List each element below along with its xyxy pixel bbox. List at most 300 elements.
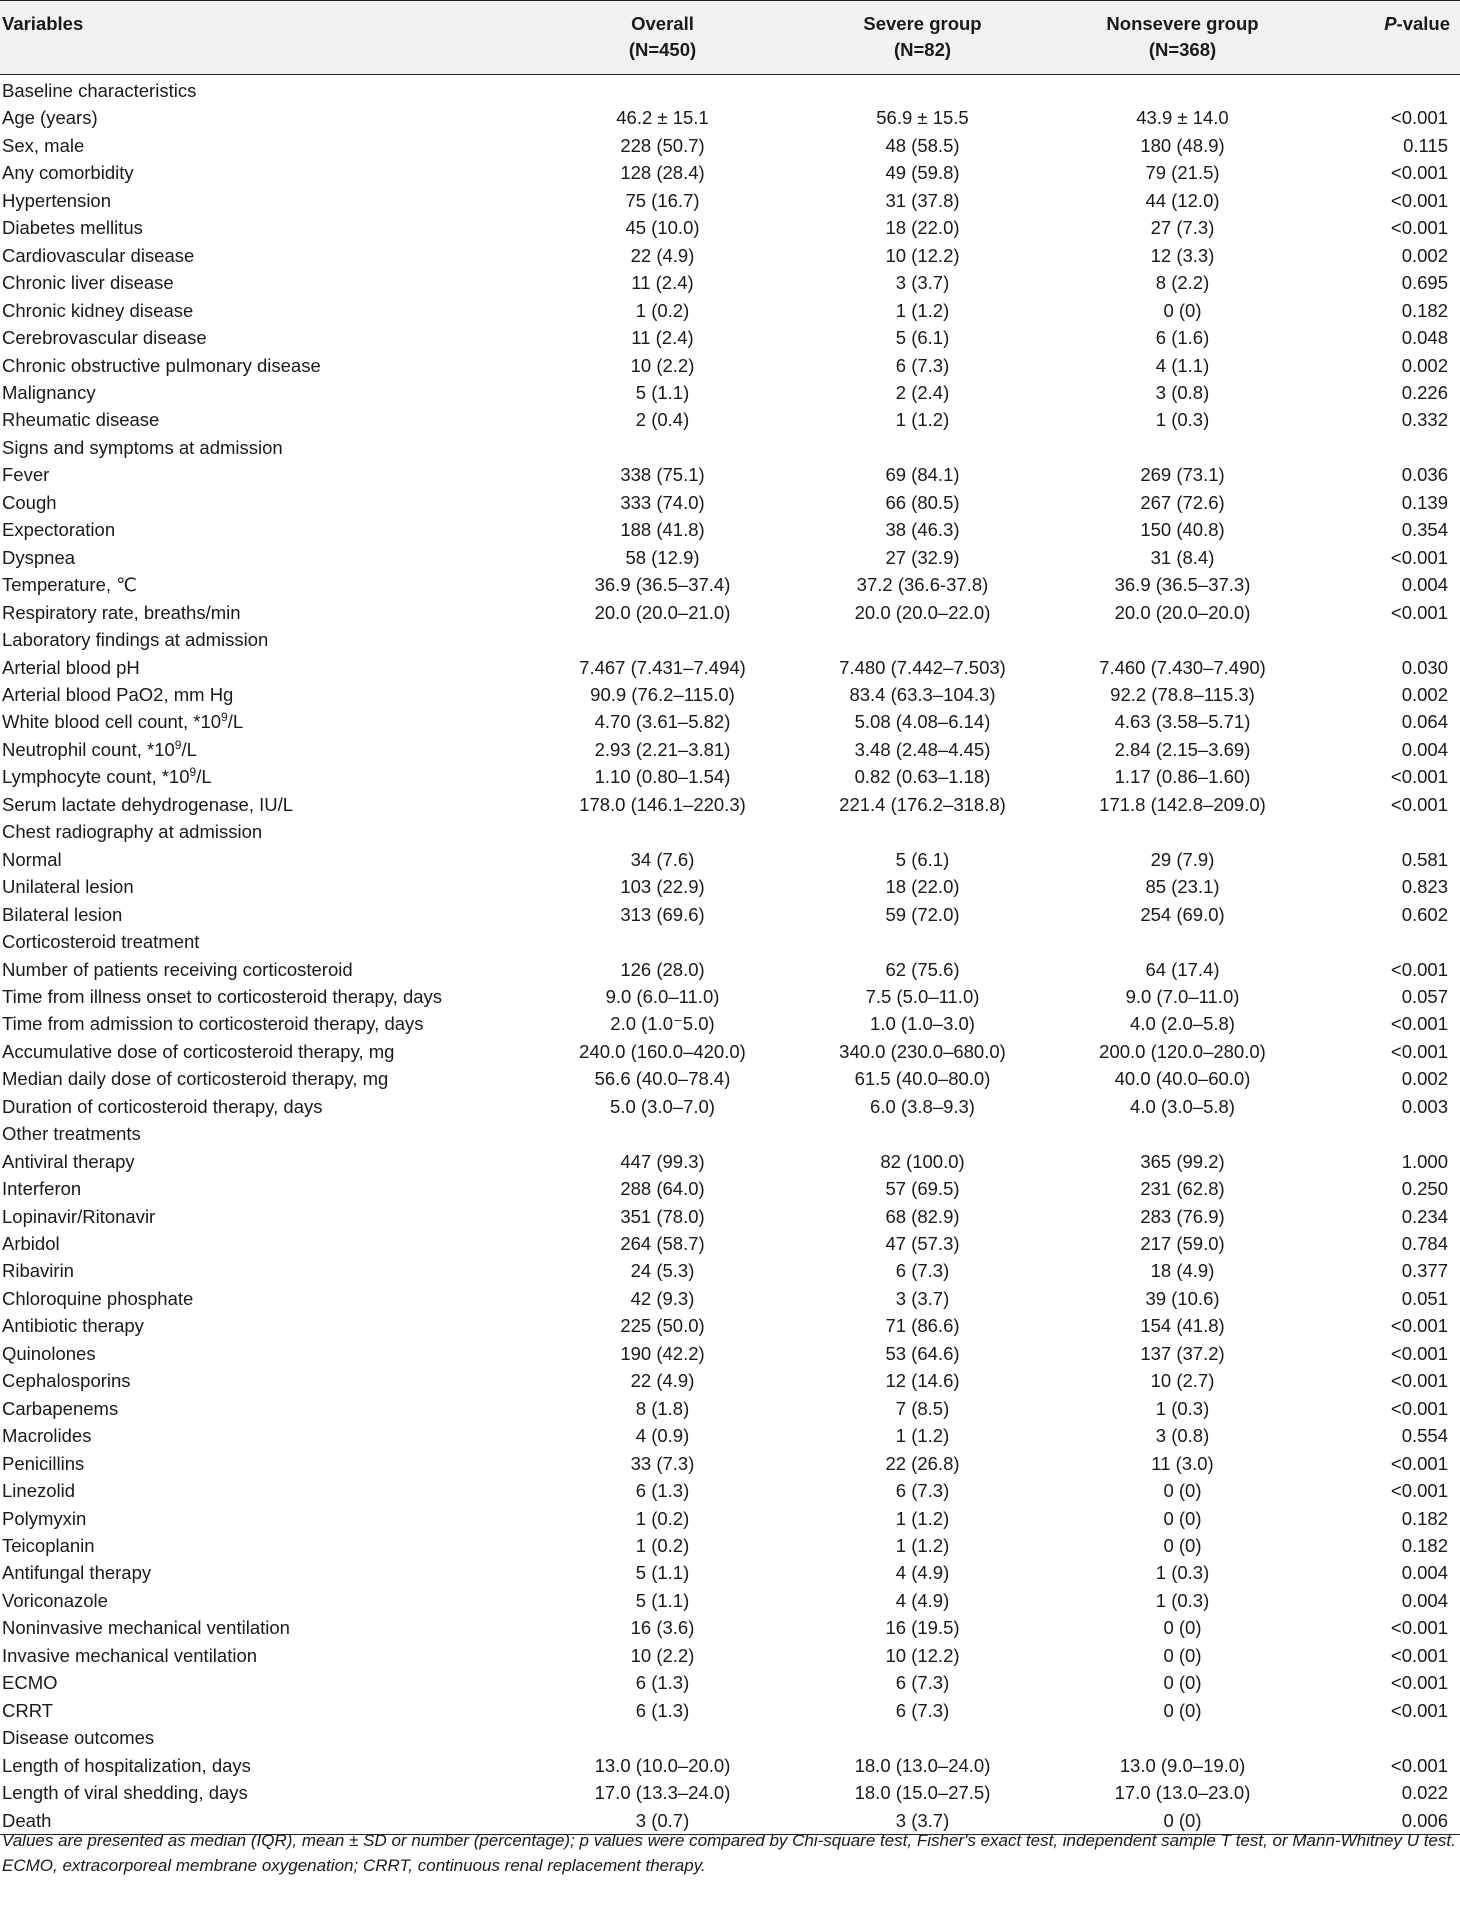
row-variable-label: Antibiotic therapy — [2, 1315, 144, 1337]
table-body — [0, 75, 1460, 1835]
cell-overall: 1 (0.2) — [635, 1507, 690, 1529]
cell-nonsevere: 7.460 (7.430–7.490) — [1099, 656, 1266, 678]
table-row — [0, 571, 1460, 598]
cell-severe: 4 (4.9) — [895, 1562, 950, 1584]
table-row — [0, 1450, 1460, 1477]
table-row — [0, 1395, 1460, 1422]
cell-overall: 90.9 (76.2–115.0) — [590, 683, 735, 705]
cell-p-value: 0.002 — [1401, 1068, 1448, 1090]
row-variable-label: Temperature, ℃ — [2, 574, 137, 596]
row-variable-label: Median daily dose of corticosteroid therapy, mg — [2, 1068, 389, 1090]
cell-p-value: 0.004 — [1401, 1562, 1448, 1584]
cell-severe: 1 (1.2) — [895, 299, 950, 321]
cell-overall: 2.0 (1.0⁻5.0) — [610, 1013, 715, 1035]
table-row — [0, 1669, 1460, 1696]
cell-severe: 5 (6.1) — [895, 327, 950, 349]
row-variable-label: Fever — [2, 464, 50, 486]
cell-p-value: 0.115 — [1403, 134, 1448, 156]
row-variable-label: Rheumatic disease — [2, 409, 160, 431]
cell-p-value: 0.064 — [1401, 711, 1448, 733]
section-header-row — [0, 626, 1460, 653]
table-row — [0, 956, 1460, 983]
header-severe-label: Severe group — [863, 13, 982, 34]
cell-p-value: <0.001 — [1390, 546, 1448, 568]
cell-overall: 1.10 (0.80–1.54) — [594, 766, 731, 788]
row-variable-label: Arterial blood pH — [2, 656, 140, 678]
table-row — [0, 1230, 1460, 1257]
row-variable-label: Unilateral lesion — [2, 876, 134, 898]
cell-overall: 11 (2.4) — [631, 327, 694, 349]
cell-severe: 69 (84.1) — [885, 464, 960, 486]
section-title: Laboratory findings at admission — [2, 629, 269, 651]
cell-overall: 11 (2.4) — [631, 272, 694, 294]
row-variable-label: Time from illness onset to corticosteroid therapy, days — [2, 985, 443, 1007]
cell-nonsevere: 200.0 (120.0–280.0) — [1099, 1040, 1266, 1062]
cell-nonsevere: 29 (7.9) — [1150, 848, 1215, 870]
cell-severe: 20.0 (20.0–22.0) — [854, 601, 991, 623]
cell-p-value: <0.001 — [1390, 793, 1448, 815]
cell-severe: 6 (7.3) — [895, 1672, 950, 1694]
cell-nonsevere: 267 (72.6) — [1140, 491, 1225, 513]
row-variable-label: Invasive mechanical ventilation — [2, 1644, 258, 1666]
cell-nonsevere: 0 (0) — [1163, 1617, 1202, 1639]
header-variables: Variables — [0, 1, 535, 75]
cell-nonsevere: 180 (48.9) — [1140, 134, 1225, 156]
cell-p-value: 0.036 — [1401, 464, 1448, 486]
header-overall-n: (N=450) — [628, 39, 697, 60]
row-variable-label: Hypertension — [2, 189, 112, 211]
cell-overall: 447 (99.3) — [620, 1150, 705, 1172]
table-row — [0, 1203, 1460, 1230]
row-variable-label: Voriconazole — [2, 1589, 108, 1611]
cell-overall: 5 (1.1) — [635, 1589, 690, 1611]
cell-nonsevere: 64 (17.4) — [1145, 958, 1220, 980]
section-title: Signs and symptoms at admission — [2, 436, 283, 458]
cell-severe: 2 (2.4) — [895, 381, 950, 403]
cell-nonsevere: 44 (12.0) — [1145, 189, 1220, 211]
cell-p-value: 0.002 — [1401, 244, 1448, 266]
cell-overall: 17.0 (13.3–24.0) — [594, 1782, 731, 1804]
cell-severe: 7.480 (7.442–7.503) — [839, 656, 1006, 678]
row-variable-label: Neutrophil count, $*10^9/L$ — [2, 737, 197, 760]
cell-overall: 190 (42.2) — [620, 1342, 705, 1364]
cell-severe: 18 (22.0) — [885, 217, 960, 239]
section-header-row — [0, 434, 1460, 461]
cell-p-value: 0.048 — [1401, 327, 1448, 349]
cell-severe: 7 (8.5) — [895, 1397, 950, 1419]
cell-overall: 228 (50.7) — [620, 134, 705, 156]
cell-nonsevere: 1.17 (0.86–1.60) — [1114, 766, 1251, 788]
row-variable-label: Noninvasive mechanical ventilation — [2, 1617, 290, 1639]
cell-severe: 18.0 (15.0–27.5) — [854, 1782, 991, 1804]
table-row — [0, 489, 1460, 516]
footnote-abbreviations-terms: ECMO, extracorporeal membrane oxygenation; CRRT, continuous renal replacement therapy. — [2, 1856, 706, 1875]
row-variable-label: Duration of corticosteroid therapy, days — [2, 1095, 323, 1117]
cell-overall: 333 (74.0) — [620, 491, 705, 513]
table-row — [0, 1422, 1460, 1449]
cell-nonsevere: 20.0 (20.0–20.0) — [1114, 601, 1251, 623]
row-variable-label: Arbidol — [2, 1233, 60, 1255]
cell-overall: 8 (1.8) — [635, 1397, 690, 1419]
row-variable-label: Malignancy — [2, 381, 96, 403]
cell-p-value: <0.001 — [1390, 162, 1448, 184]
cell-p-value: <0.001 — [1390, 107, 1448, 129]
table-row — [0, 352, 1460, 379]
cell-severe: 1 (1.2) — [895, 1425, 950, 1447]
cell-overall: 46.2 ± 15.1 — [616, 107, 709, 129]
table-row — [0, 297, 1460, 324]
cell-severe: 6.0 (3.8–9.3) — [870, 1095, 975, 1117]
cell-nonsevere: 1 (0.3) — [1155, 1589, 1210, 1611]
row-variable-label: Chronic obstructive pulmonary disease — [2, 354, 321, 376]
cell-severe: 5 (6.1) — [895, 848, 950, 870]
cell-nonsevere: 1 (0.3) — [1155, 409, 1210, 431]
cell-severe: 27 (32.9) — [885, 546, 960, 568]
table-row — [0, 1697, 1460, 1724]
cell-overall: 6 (1.3) — [635, 1699, 690, 1721]
cell-p-value: 0.354 — [1401, 519, 1448, 541]
cell-nonsevere: 18 (4.9) — [1150, 1260, 1215, 1282]
cell-nonsevere: 1 (0.3) — [1155, 1397, 1210, 1419]
table-row — [0, 1038, 1460, 1065]
cell-p-value: 0.182 — [1401, 1535, 1448, 1557]
row-variable-label: Antifungal therapy — [2, 1562, 152, 1584]
cell-p-value: <0.001 — [1390, 1397, 1448, 1419]
table-row — [0, 1642, 1460, 1669]
row-variable-label: White blood cell count, $*10^9/L$ — [2, 710, 244, 733]
row-variable-label: Bilateral lesion — [2, 903, 123, 925]
cell-p-value: <0.001 — [1390, 1754, 1448, 1776]
cell-nonsevere: 9.0 (7.0–11.0) — [1125, 985, 1240, 1007]
cell-severe: 4 (4.9) — [895, 1589, 950, 1611]
cell-overall: 4 (0.9) — [635, 1425, 690, 1447]
table-row — [0, 1148, 1460, 1175]
cell-nonsevere: 12 (3.3) — [1150, 244, 1215, 266]
row-variable-label: Accumulative dose of corticosteroid therapy, mg — [2, 1040, 395, 1062]
cell-overall: 313 (69.6) — [620, 903, 705, 925]
header-severe — [790, 1, 1055, 75]
cell-severe: 82 (100.0) — [880, 1150, 965, 1172]
table-row — [0, 104, 1460, 131]
cell-p-value: 0.139 — [1401, 491, 1448, 513]
cell-nonsevere: 4.63 (3.58–5.71) — [1114, 711, 1251, 733]
cell-nonsevere: 269 (73.1) — [1140, 464, 1225, 486]
cell-overall: 58 (12.9) — [625, 546, 700, 568]
cell-p-value: <0.001 — [1390, 601, 1448, 623]
cell-overall: 22 (4.9) — [630, 244, 695, 266]
cell-overall: 2.93 (2.21–3.81) — [594, 738, 731, 760]
cell-severe: 83.4 (63.3–104.3) — [849, 683, 996, 705]
cell-severe: 18 (22.0) — [885, 876, 960, 898]
header-nonsevere-n: (N=368) — [1148, 39, 1217, 60]
cell-severe: 62 (75.6) — [885, 958, 960, 980]
table-row — [0, 1779, 1460, 1806]
table-row — [0, 1065, 1460, 1092]
row-variable-label: Time from admission to corticosteroid therapy, days — [2, 1013, 424, 1035]
header-row — [0, 1, 1460, 75]
cell-nonsevere: 283 (76.9) — [1140, 1205, 1225, 1227]
row-variable-label: Linezolid — [2, 1480, 76, 1502]
section-header-row — [0, 75, 1460, 105]
table-row — [0, 1505, 1460, 1532]
cell-severe: 38 (46.3) — [885, 519, 960, 541]
cell-severe: 16 (19.5) — [885, 1617, 960, 1639]
cell-p-value: 0.226 — [1401, 381, 1448, 403]
cell-severe: 49 (59.8) — [885, 162, 960, 184]
cell-nonsevere: 92.2 (78.8–115.3) — [1110, 683, 1255, 705]
row-variable-label: Cerebrovascular disease — [2, 327, 207, 349]
cell-severe: 22 (26.8) — [885, 1452, 960, 1474]
table-row — [0, 1175, 1460, 1202]
header-severe-n: (N=82) — [893, 39, 952, 60]
row-variable-label: Chronic liver disease — [2, 272, 174, 294]
cell-nonsevere: 6 (1.6) — [1155, 327, 1210, 349]
table-row — [0, 461, 1460, 488]
cell-p-value: 0.602 — [1401, 903, 1448, 925]
cell-p-value: 0.234 — [1401, 1205, 1448, 1227]
row-variable-label: Chloroquine phosphate — [2, 1287, 194, 1309]
row-variable-label: Macrolides — [2, 1425, 92, 1447]
cell-severe: 56.9 ± 15.5 — [876, 107, 969, 129]
cell-severe: 6 (7.3) — [895, 1260, 950, 1282]
cell-overall: 75 (16.7) — [625, 189, 700, 211]
cell-p-value: <0.001 — [1390, 1370, 1448, 1392]
cell-p-value: 0.002 — [1401, 683, 1448, 705]
cell-overall: 188 (41.8) — [620, 519, 705, 541]
table-row — [0, 1614, 1460, 1641]
table-row — [0, 1285, 1460, 1312]
cell-p-value: 0.004 — [1401, 1589, 1448, 1611]
section-header-row — [0, 1120, 1460, 1147]
cell-p-value: 0.695 — [1401, 272, 1448, 294]
cell-overall: 7.467 (7.431–7.494) — [579, 656, 746, 678]
cell-overall: 351 (78.0) — [620, 1205, 705, 1227]
cell-nonsevere: 231 (62.8) — [1140, 1178, 1225, 1200]
cell-severe: 340.0 (230.0–680.0) — [839, 1040, 1006, 1062]
cell-overall: 56.6 (40.0–78.4) — [594, 1068, 731, 1090]
table-row — [0, 1312, 1460, 1339]
cell-overall: 6 (1.3) — [635, 1480, 690, 1502]
cell-overall: 288 (64.0) — [620, 1178, 705, 1200]
cell-p-value: <0.001 — [1390, 189, 1448, 211]
cell-nonsevere: 4.0 (3.0–5.8) — [1130, 1095, 1235, 1117]
table-footnotes — [2, 1828, 1458, 1878]
cell-overall: 33 (7.3) — [630, 1452, 695, 1474]
table-row — [0, 1752, 1460, 1779]
cell-p-value: 0.006 — [1310, 1807, 1460, 1835]
table-row — [0, 159, 1460, 186]
cell-severe: 10 (12.2) — [885, 1644, 960, 1666]
cell-nonsevere: 0 (0) — [1163, 1480, 1202, 1502]
cell-severe: 0.82 (0.63–1.18) — [854, 766, 991, 788]
section-header-row — [0, 1724, 1460, 1751]
table-row — [0, 983, 1460, 1010]
cell-p-value: 0.182 — [1401, 299, 1448, 321]
table-row — [0, 901, 1460, 928]
cell-overall: 1 (0.2) — [635, 299, 690, 321]
cell-severe: 3 (3.7) — [790, 1807, 1055, 1835]
cell-severe: 3 (3.7) — [895, 1287, 950, 1309]
table-row — [0, 379, 1460, 406]
footnote-abbreviations-values: Values are presented as median (IQR), mean ± SD or number (percentage); p values were compared by Chi-square test, Fisher's exact test, independent sample T test, or Mann-Whitney U test. — [2, 1831, 1456, 1850]
cell-p-value: <0.001 — [1390, 1617, 1448, 1639]
row-variable-label: Diabetes mellitus — [2, 217, 143, 239]
cell-overall: 5 (1.1) — [635, 1562, 690, 1584]
cell-overall: 24 (5.3) — [630, 1260, 695, 1282]
row-variable-label: Respiratory rate, breaths/min — [2, 601, 241, 623]
cell-p-value: 0.377 — [1401, 1260, 1448, 1282]
table-row — [0, 516, 1460, 543]
cell-p-value: <0.001 — [1390, 1452, 1448, 1474]
section-title: Chest radiography at admission — [2, 821, 263, 843]
cell-overall: 103 (22.9) — [620, 876, 705, 898]
table-row — [0, 791, 1460, 818]
cell-severe: 6 (7.3) — [895, 1480, 950, 1502]
cell-severe: 47 (57.3) — [885, 1233, 960, 1255]
cell-severe: 12 (14.6) — [885, 1370, 960, 1392]
table-row — [0, 187, 1460, 214]
section-header-row — [0, 818, 1460, 845]
table-row — [0, 1532, 1460, 1559]
cell-nonsevere: 0 (0) — [1055, 1807, 1310, 1835]
cell-overall: 22 (4.9) — [630, 1370, 695, 1392]
table-row — [0, 214, 1460, 241]
cell-overall: 2 (0.4) — [635, 409, 690, 431]
table-row — [0, 846, 1460, 873]
table-row — [0, 544, 1460, 571]
table-row — [0, 708, 1460, 735]
cell-p-value: <0.001 — [1390, 766, 1448, 788]
cell-severe: 18.0 (13.0–24.0) — [854, 1754, 991, 1776]
cell-p-value: <0.001 — [1390, 1315, 1448, 1337]
row-variable-label: Quinolones — [2, 1342, 96, 1364]
cell-p-value: <0.001 — [1390, 1040, 1448, 1062]
row-variable-label: Number of patients receiving corticosteroid — [2, 958, 353, 980]
row-variable-label: Cough — [2, 491, 57, 513]
row-variable-label: Length of viral shedding, days — [2, 1782, 248, 1804]
cell-nonsevere: 10 (2.7) — [1150, 1370, 1215, 1392]
cell-severe: 53 (64.6) — [885, 1342, 960, 1364]
cell-severe: 3 (3.7) — [895, 272, 950, 294]
row-variable-label: Expectoration — [2, 519, 116, 541]
header-overall-label: Overall — [631, 13, 694, 34]
cell-nonsevere: 13.0 (9.0–19.0) — [1119, 1754, 1246, 1776]
cell-nonsevere: 171.8 (142.8–209.0) — [1099, 793, 1266, 815]
cell-nonsevere: 150 (40.8) — [1140, 519, 1225, 541]
cell-severe: 31 (37.8) — [885, 189, 960, 211]
cell-overall: 3 (0.7) — [535, 1807, 790, 1835]
cell-p-value: 1.000 — [1401, 1150, 1448, 1172]
cell-p-value: 0.022 — [1401, 1782, 1448, 1804]
cell-severe: 37.2 (36.6-37.8) — [856, 574, 989, 596]
cell-nonsevere: 0 (0) — [1163, 1699, 1202, 1721]
cell-nonsevere: 0 (0) — [1163, 1535, 1202, 1557]
cell-overall: 45 (10.0) — [625, 217, 700, 239]
cell-overall: 240.0 (160.0–420.0) — [579, 1040, 746, 1062]
row-variable-label: Lopinavir/Ritonavir — [2, 1205, 156, 1227]
cell-severe: 48 (58.5) — [885, 134, 960, 156]
cell-severe: 1 (1.2) — [895, 409, 950, 431]
cell-severe: 71 (86.6) — [885, 1315, 960, 1337]
table-row — [0, 599, 1460, 626]
table-row — [0, 1367, 1460, 1394]
section-title: Corticosteroid treatment — [2, 931, 200, 953]
cell-nonsevere: 217 (59.0) — [1140, 1233, 1225, 1255]
cell-severe: 7.5 (5.0–11.0) — [865, 985, 980, 1007]
cell-severe: 1 (1.2) — [895, 1507, 950, 1529]
cell-p-value: 0.581 — [1401, 848, 1448, 870]
cell-nonsevere: 3 (0.8) — [1155, 1425, 1210, 1447]
cell-p-value: 0.030 — [1401, 656, 1448, 678]
cell-nonsevere: 27 (7.3) — [1150, 217, 1215, 239]
table-row — [0, 873, 1460, 900]
row-variable-label: CRRT — [2, 1699, 54, 1721]
cell-p-value: 0.002 — [1401, 354, 1448, 376]
cell-p-value: <0.001 — [1390, 1480, 1448, 1502]
cell-p-value: 0.554 — [1401, 1425, 1448, 1447]
table-row — [0, 406, 1460, 433]
cell-nonsevere: 0 (0) — [1163, 1644, 1202, 1666]
cell-overall: 5.0 (3.0–7.0) — [610, 1095, 715, 1117]
row-variable-label: Teicoplanin — [2, 1535, 95, 1557]
row-variable-label: Carbapenems — [2, 1397, 119, 1419]
cell-p-value: <0.001 — [1390, 1342, 1448, 1364]
cell-nonsevere: 43.9 ± 14.0 — [1136, 107, 1229, 129]
cell-nonsevere: 4 (1.1) — [1155, 354, 1210, 376]
row-variable-label: Ribavirin — [2, 1260, 74, 1282]
cell-p-value: 0.003 — [1401, 1095, 1448, 1117]
cell-p-value: 0.784 — [1401, 1233, 1448, 1255]
cell-nonsevere: 154 (41.8) — [1140, 1315, 1225, 1337]
cell-p-value: 0.004 — [1401, 738, 1448, 760]
cell-overall: 178.0 (146.1–220.3) — [579, 793, 746, 815]
table-row — [0, 1587, 1460, 1614]
table-row — [0, 654, 1460, 681]
cell-nonsevere: 11 (3.0) — [1151, 1452, 1214, 1474]
row-variable-label: Cardiovascular disease — [2, 244, 195, 266]
row-variable-label: Polymyxin — [2, 1507, 87, 1529]
cell-p-value: <0.001 — [1390, 1672, 1448, 1694]
row-variable-label: Lymphocyte count, $*10^9/L$ — [2, 765, 212, 788]
section-title: Disease outcomes — [2, 1727, 155, 1749]
cell-p-value: 0.057 — [1401, 985, 1448, 1007]
cell-overall: 6 (1.3) — [635, 1672, 690, 1694]
cell-overall: 1 (0.2) — [635, 1535, 690, 1557]
cell-nonsevere: 0 (0) — [1163, 1672, 1202, 1694]
table-header — [0, 1, 1460, 75]
cell-overall: 20.0 (20.0–21.0) — [594, 601, 731, 623]
cell-overall: 5 (1.1) — [635, 381, 690, 403]
cell-nonsevere: 1 (0.3) — [1155, 1562, 1210, 1584]
row-variable-label: ECMO — [2, 1672, 58, 1694]
cell-overall: 10 (2.2) — [630, 1644, 695, 1666]
cell-severe: 1 (1.2) — [895, 1535, 950, 1557]
table-row — [0, 242, 1460, 269]
cell-severe: 59 (72.0) — [885, 903, 960, 925]
cell-nonsevere: 3 (0.8) — [1155, 381, 1210, 403]
cell-overall: 128 (28.4) — [620, 162, 705, 184]
cell-overall: 264 (58.7) — [620, 1233, 705, 1255]
row-variable-label: Normal — [2, 848, 62, 870]
table-row — [0, 681, 1460, 708]
cell-p-value: 0.051 — [1401, 1287, 1448, 1309]
cell-overall: 13.0 (10.0–20.0) — [594, 1754, 731, 1776]
table-row — [0, 132, 1460, 159]
row-variable-label: Chronic kidney disease — [2, 299, 194, 321]
cell-nonsevere: 4.0 (2.0–5.8) — [1130, 1013, 1235, 1035]
cell-nonsevere: 0 (0) — [1163, 299, 1202, 321]
cell-overall: 9.0 (6.0–11.0) — [605, 985, 720, 1007]
